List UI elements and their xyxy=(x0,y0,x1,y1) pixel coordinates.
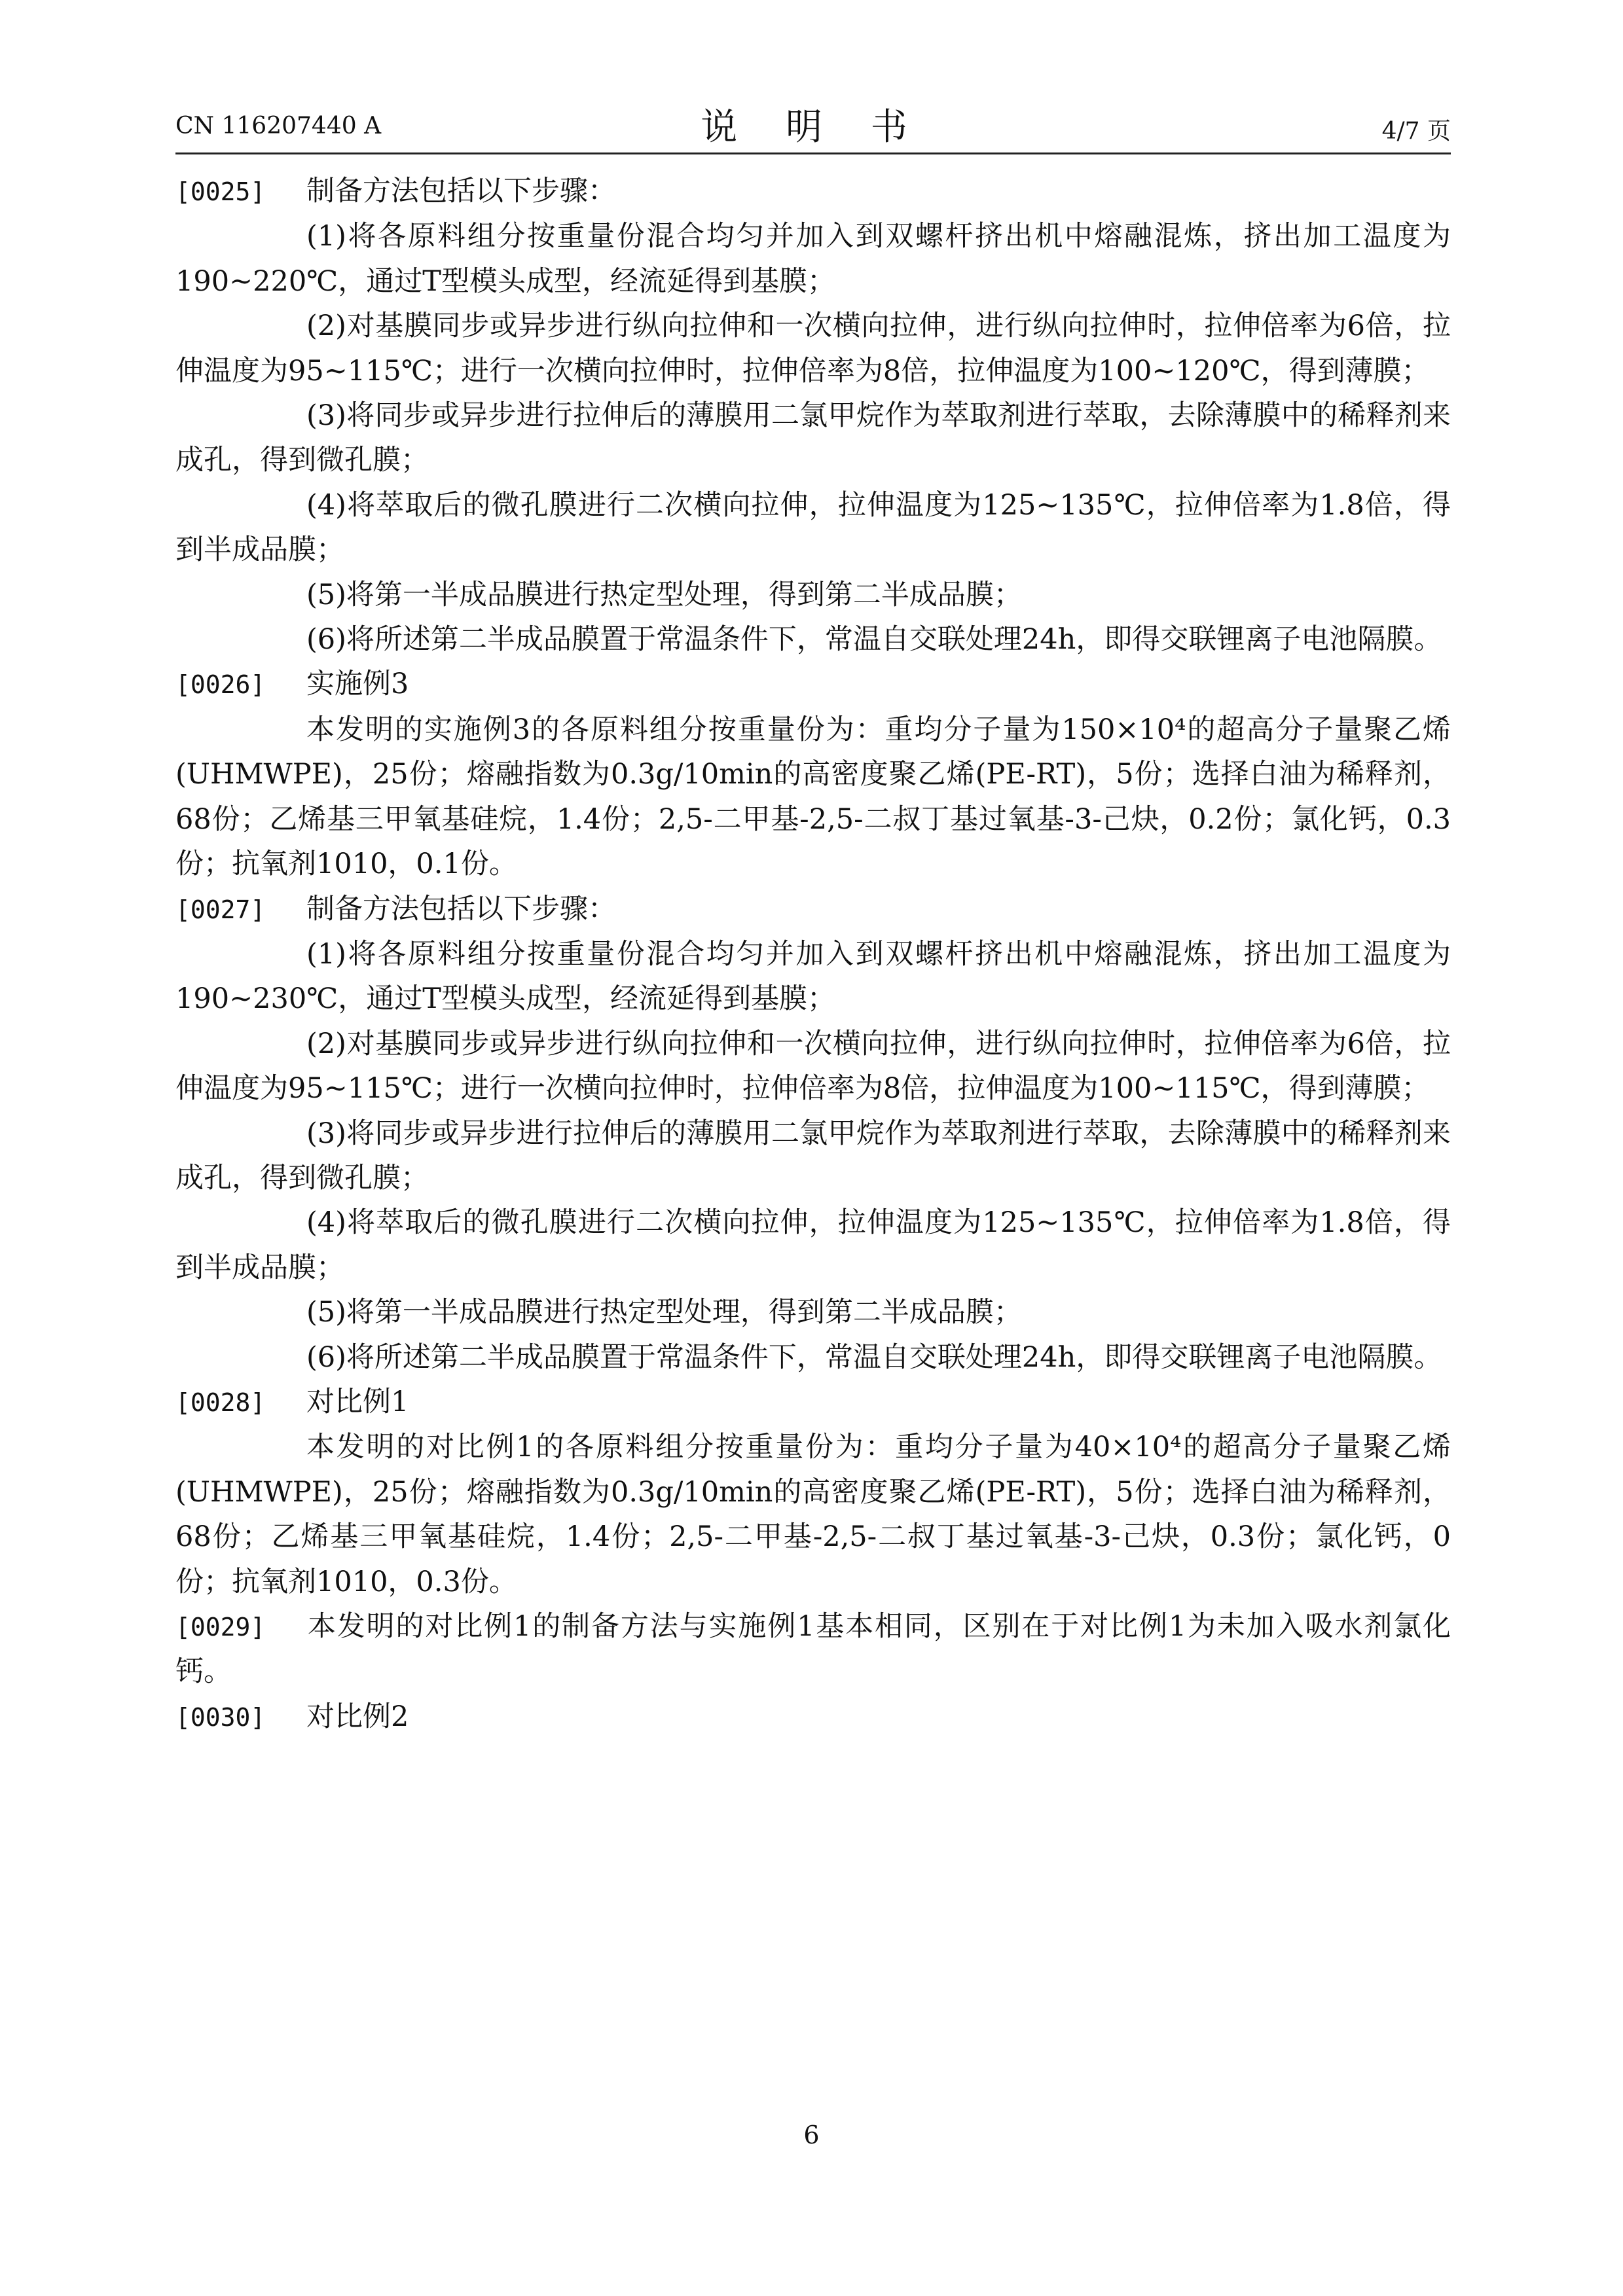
body-paragraph: (6)将所述第二半成品膜置于常温条件下，常温自交联处理24h，即得交联锂离子电池隔膜。 xyxy=(306,623,1442,656)
body-paragraph: (5)将第一半成品膜进行热定型处理，得到第二半成品膜； xyxy=(306,578,1022,611)
paragraph-number: [0029] xyxy=(175,1613,266,1641)
paragraph-number: [0027] xyxy=(175,895,266,924)
numbered-paragraph xyxy=(175,887,1451,932)
paragraph-number: [0025] xyxy=(175,177,266,206)
body-paragraph: (1)将各原料组分按重量份混合均匀并加入到双螺杆挤出机中熔融混炼，挤出加工温度为190~230℃，通过T型模头成型，经流延得到基膜； xyxy=(175,937,1451,1016)
body-paragraph: 本发明的对比例1的各原料组分按重量份为：重均分子量为40×10⁴的超高分子量聚乙烯(UHMWPE)，25份；熔融指数为0.3g/10min的高密度聚乙烯(PE-RT)，5份；选择白油为稀释剂，68份；乙烯基三甲氧基硅烷，1.4份；2,5-二甲基-2,5-二叔丁基过氧基-3-己炔，0.3份；氯化钙，0份；抗氧剂1010，0.3份。 xyxy=(175,1431,1451,1598)
body-paragraph: (4)将萃取后的微孔膜进行二次横向拉伸，拉伸温度为125~135℃，拉伸倍率为1.8倍，得到半成品膜； xyxy=(175,488,1451,567)
paragraph-text: 对比例1 xyxy=(306,1385,409,1418)
paragraph-text: 实施例3 xyxy=(306,668,409,701)
page-header xyxy=(175,98,1451,151)
numbered-paragraph xyxy=(175,1380,1451,1425)
page-indicator: 4/7 页 xyxy=(1381,118,1451,145)
numbered-paragraph xyxy=(175,662,1451,707)
body-paragraph: (4)将萃取后的微孔膜进行二次横向拉伸，拉伸温度为125~135℃，拉伸倍率为1.8倍，得到半成品膜； xyxy=(175,1206,1451,1284)
paragraph-text: 制备方法包括以下步骤： xyxy=(306,892,616,925)
body-paragraph: (6)将所述第二半成品膜置于常温条件下，常温自交联处理24h，即得交联锂离子电池隔膜。 xyxy=(306,1340,1442,1374)
body-paragraph: (2)对基膜同步或异步进行纵向拉伸和一次横向拉伸，进行纵向拉伸时，拉伸倍率为6倍，拉伸温度为95~115℃；进行一次横向拉伸时，拉伸倍率为8倍，拉伸温度为100~120℃，得到薄膜； xyxy=(175,310,1451,387)
body-paragraph: (2)对基膜同步或异步进行纵向拉伸和一次横向拉伸，进行纵向拉伸时，拉伸倍率为6倍，拉伸温度为95~115℃；进行一次横向拉伸时，拉伸倍率为8倍，拉伸温度为100~115℃，得到薄膜； xyxy=(175,1027,1451,1105)
page-title: 说 明 书 xyxy=(701,106,926,149)
document-body xyxy=(175,169,1451,1740)
paragraph-number: [0030] xyxy=(175,1702,266,1732)
paragraph-text: 制备方法包括以下步骤： xyxy=(306,175,616,207)
body-paragraph: 本发明的实施例3的各原料组分按重量份为：重均分子量为150×10⁴的超高分子量聚乙烯(UHMWPE)，25份；熔融指数为0.3g/10min的高密度聚乙烯(PE-RT)，5份；选择白油为稀释剂，68份；乙烯基三甲氧基硅烷，1.4份；2,5-二甲基-2,5-二叔丁基过氧基-3-己炔，0.2份；氯化钙，0.3份；抗氧剂1010，0.1份。 xyxy=(175,713,1451,881)
body-paragraph: (1)将各原料组分按重量份混合均匀并加入到双螺杆挤出机中熔融混炼，挤出加工温度为190~220℃，通过T型模头成型，经流延得到基膜； xyxy=(175,220,1451,298)
page-number: 6 xyxy=(803,2121,820,2149)
numbered-paragraph xyxy=(175,1695,1451,1740)
paragraph-text: 本发明的对比例1的制备方法与实施例1基本相同，区别在于对比例1为未加入吸水剂氯化钙。 xyxy=(175,1610,1451,1689)
paragraph-number: [0026] xyxy=(175,670,266,700)
paragraph-text: 对比例2 xyxy=(306,1700,409,1733)
body-paragraph: (5)将第一半成品膜进行热定型处理，得到第二半成品膜； xyxy=(306,1296,1022,1329)
paragraph-number: [0028] xyxy=(175,1388,266,1417)
header-rule xyxy=(175,152,1451,154)
numbered-paragraph xyxy=(175,169,1451,214)
numbered-paragraph xyxy=(175,1604,1451,1695)
body-paragraph: (3)将同步或异步进行拉伸后的薄膜用二氯甲烷作为萃取剂进行萃取，去除薄膜中的稀释剂来成孔，得到微孔膜； xyxy=(175,399,1451,477)
document-number: CN 116207440 A xyxy=(175,113,382,139)
body-paragraph: (3)将同步或异步进行拉伸后的薄膜用二氯甲烷作为萃取剂进行萃取，去除薄膜中的稀释剂来成孔，得到微孔膜； xyxy=(175,1117,1451,1194)
